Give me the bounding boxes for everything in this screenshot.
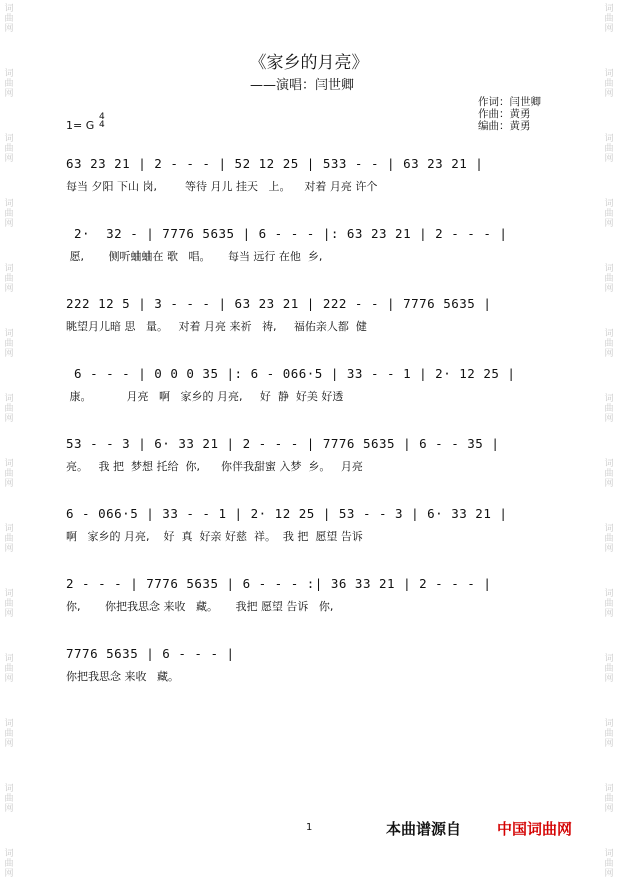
performer-line: ——演唱：闫世卿 — [250, 78, 355, 93]
lyrics-line: 眺望月儿暗 思 量。 对着 月亮 来祈 祷, 福佑亲人都 健 — [66, 320, 367, 333]
lyrics-line: 亮。 我 把 梦想 托给 你, 你伴我甜蜜 入梦 乡。 月亮 — [66, 460, 363, 473]
credits-block — [478, 96, 541, 132]
score-row-1 — [66, 156, 556, 196]
lyrics-line: 每当 夕阳 下山 岗, 等待 月儿 挂天 上。 对着 月亮 许个 — [66, 180, 378, 193]
notation-line: 2· 32 - | 7776 5635 | 6 - - - |: 63 23 21 | 2 - - - | — [66, 226, 508, 241]
lyrics-line: 你, 你把我思念 来收 藏。 我把 愿望 告诉 你, — [66, 600, 334, 613]
key-signature: 1= G — [66, 119, 95, 132]
lyrics-line: 啊 家乡的 月亮, 好 真 好亲 好慈 祥。 我 把 愿望 告诉 — [66, 530, 363, 543]
score-row-7 — [66, 576, 556, 616]
arranger-credit: 编曲：黄勇 — [478, 120, 531, 132]
notation-line: 6 - 066·5 | 33 - - 1 | 2· 12 25 | 53 - - 3 | 6· 33 21 | — [66, 506, 508, 521]
score-row-8 — [66, 646, 556, 686]
score-row-5 — [66, 436, 556, 476]
notation-line: 7776 5635 | 6 - - - | — [66, 646, 235, 661]
lyrics-line: 康。 月亮 啊 家乡的 月亮, 好 静 好美 好透 — [66, 390, 344, 403]
score-row-2 — [66, 226, 556, 266]
notation-line: 63 23 21 | 2 - - - | 52 12 25 | 533 - - | 63 23 21 | — [66, 156, 484, 171]
lyricist-credit: 作词：闫世卿 — [478, 96, 541, 108]
song-title: 《家乡的月亮》 — [249, 53, 369, 73]
notation-line: 2 - - - | 7776 5635 | 6 - - - :| 36 33 21 | 2 - - - | — [66, 576, 492, 591]
time-signature — [99, 113, 105, 129]
page-number: 1 — [306, 822, 313, 833]
watermark-left: 词曲网 词曲网 词曲网 词曲网 词曲网 词曲网 词曲网 词曲网 词曲网 词曲网 词曲网 词曲网 词曲网 词曲网 — [4, 4, 14, 879]
lyrics-line: 愿, 侧听蛐蛐在 歌 唱。 每当 远行 在他 乡, — [66, 250, 323, 263]
score-row-3 — [66, 296, 556, 336]
notation-line: 6 - - - | 0 0 0 35 |: 6 - 066·5 | 33 - - 1 | 2· 12 25 | — [66, 366, 516, 381]
meter-top: 4 — [99, 112, 105, 122]
watermark-right: 词曲网 词曲网 词曲网 词曲网 词曲网 词曲网 词曲网 词曲网 词曲网 词曲网 词曲网 词曲网 词曲网 词曲网 — [604, 4, 614, 879]
site-name-link[interactable]: 中国词曲网 — [497, 820, 573, 838]
notation-line: 53 - - 3 | 6· 33 21 | 2 - - - | 7776 5635 | 6 - - 35 | — [66, 436, 500, 451]
meter-bottom: 4 — [99, 120, 105, 130]
score-row-6 — [66, 506, 556, 546]
notation-line: 222 12 5 | 3 - - - | 63 23 21 | 222 - - | 7776 5635 | — [66, 296, 492, 311]
score-row-4 — [66, 366, 556, 406]
source-label: 本曲谱源自 — [386, 820, 462, 838]
lyrics-line: 你把我思念 来收 藏。 — [66, 670, 179, 683]
composer-credit: 作曲：黄勇 — [478, 108, 531, 120]
